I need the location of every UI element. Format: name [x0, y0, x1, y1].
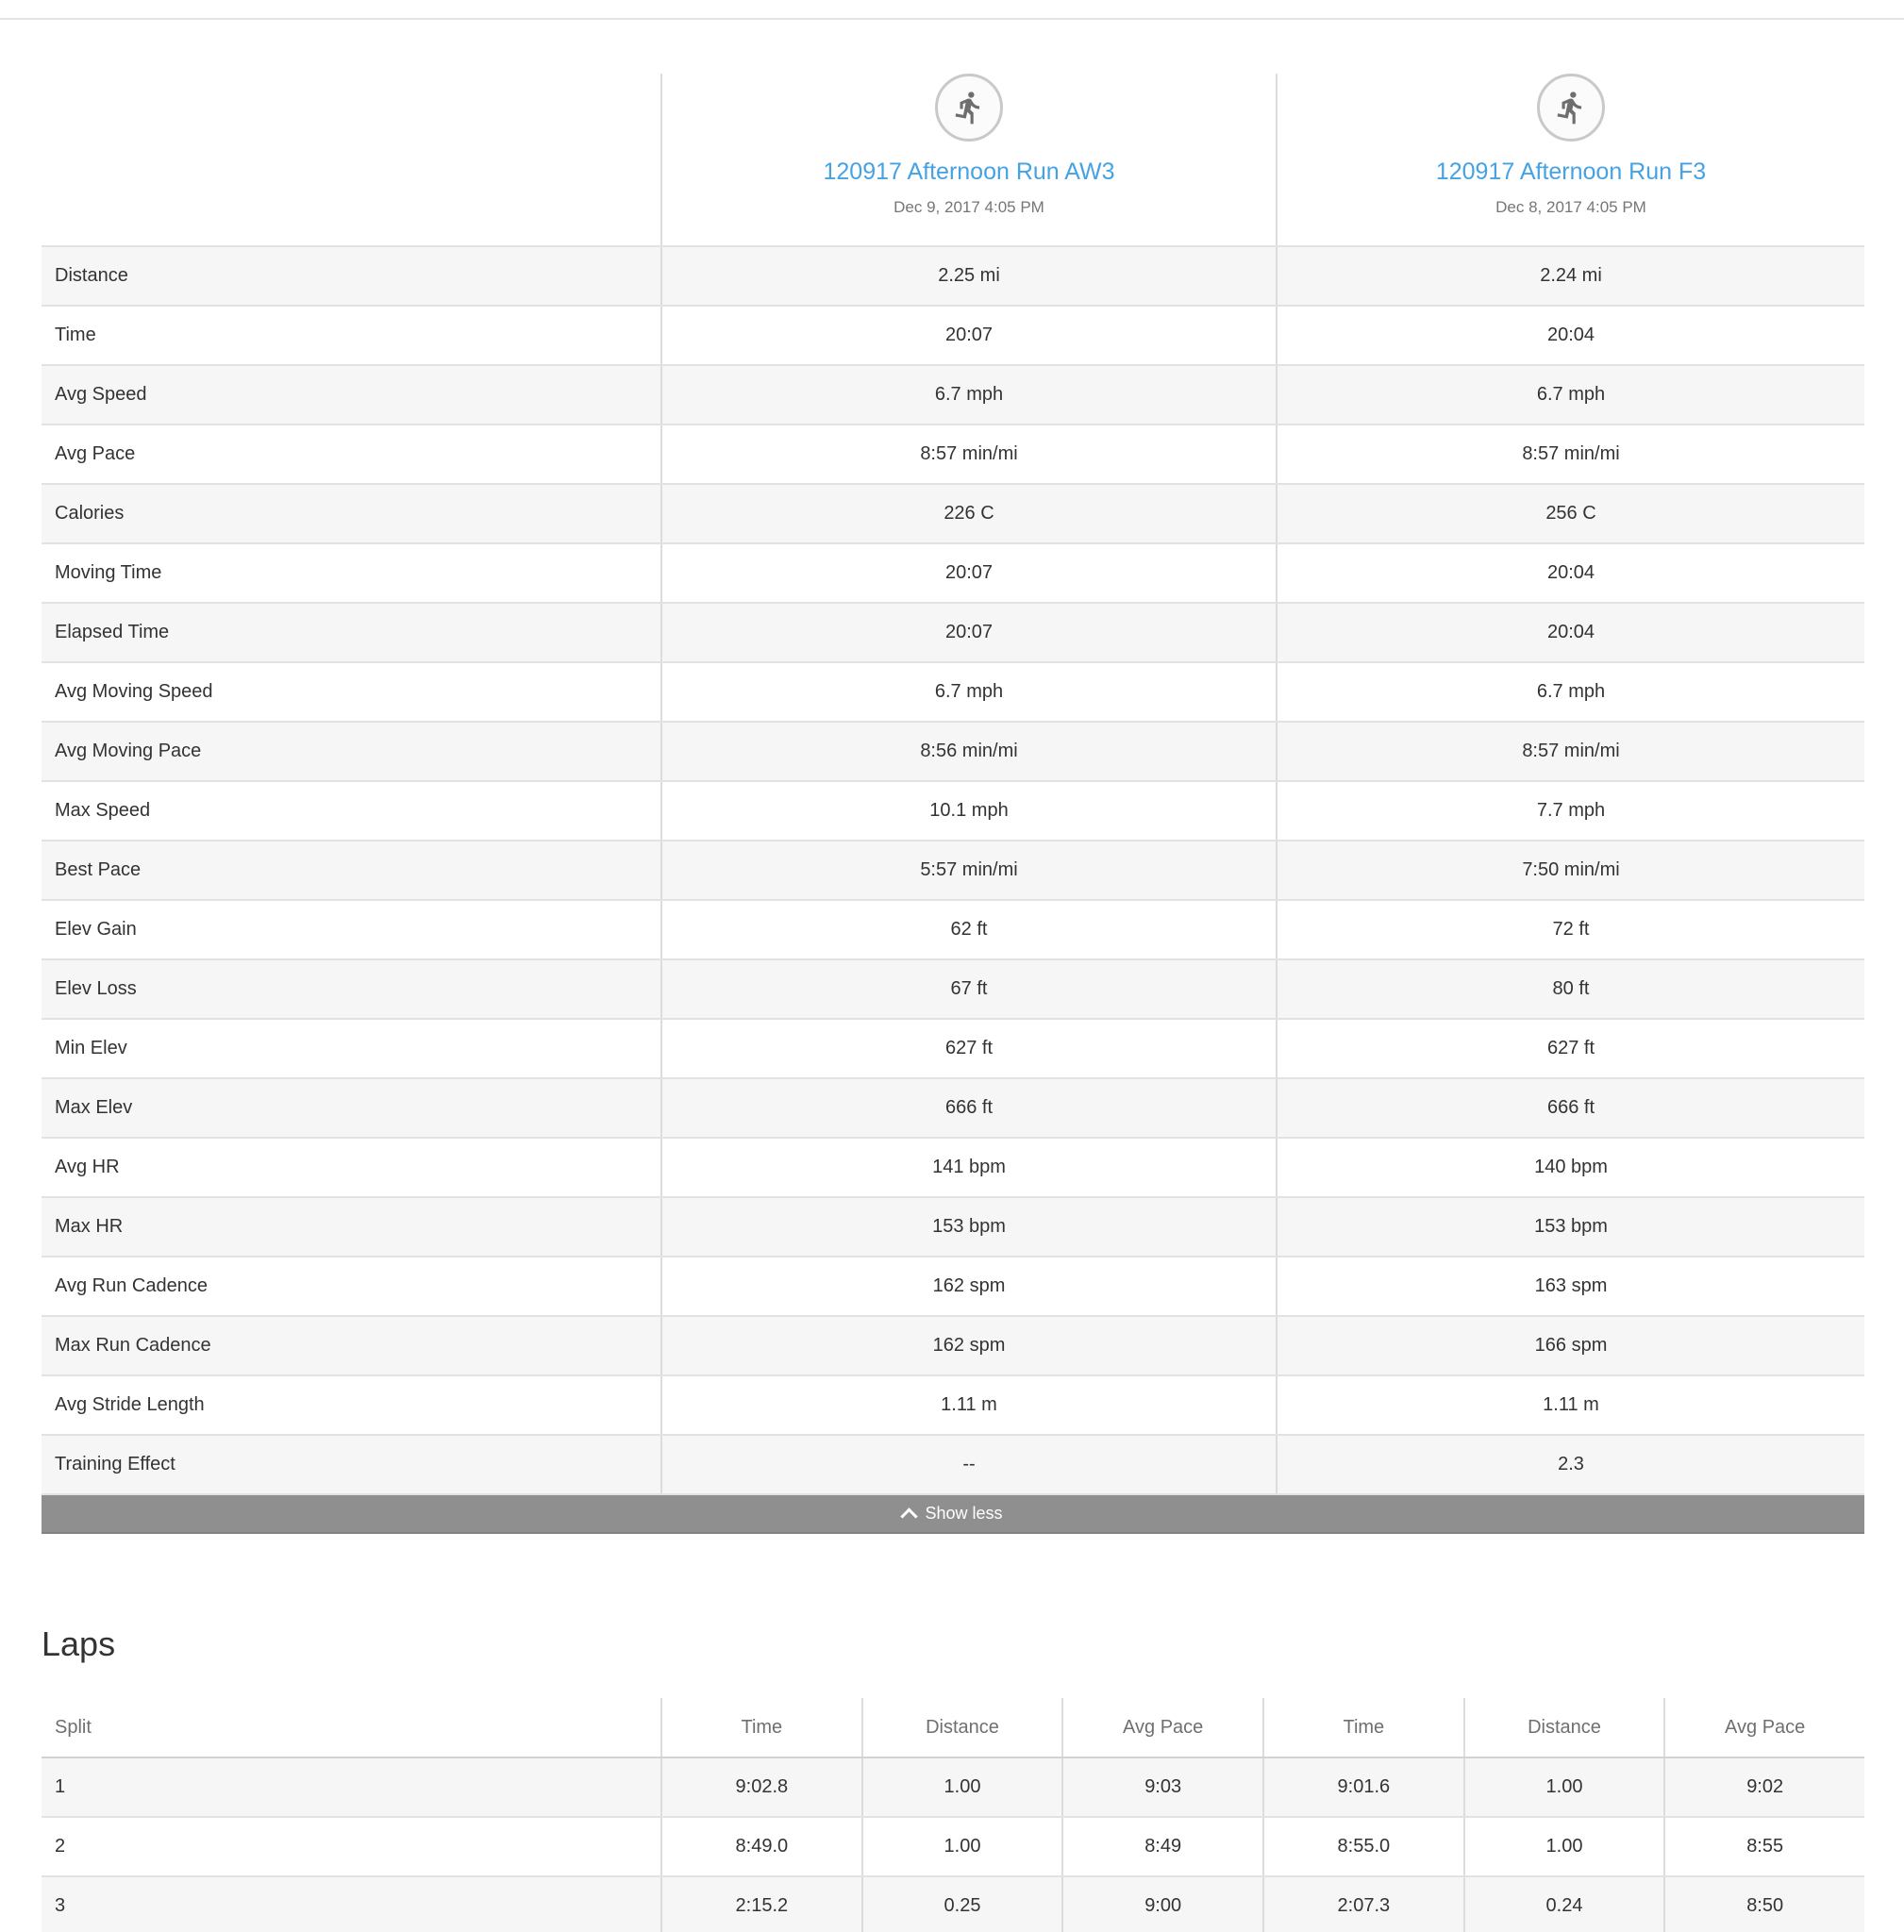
laps-col-split: Split	[55, 1716, 92, 1738]
stat-label: Calories	[55, 503, 125, 524]
laps-header-row	[42, 1698, 1864, 1758]
content-container	[42, 20, 1864, 1932]
stat-value-a: 666 ft	[660, 1079, 1276, 1137]
stat-value-b: 8:57 min/mi	[1276, 723, 1864, 780]
lap-time-2: 9:01.6	[1262, 1758, 1463, 1816]
stat-row	[42, 1018, 1864, 1077]
lap-distance-2: 0.24	[1463, 1877, 1664, 1932]
stat-value-b: 1.11 m	[1276, 1376, 1864, 1434]
stat-label: Time	[55, 325, 96, 345]
stat-row	[42, 424, 1864, 483]
laps-col-distance-2: Distance	[1463, 1698, 1664, 1757]
lap-split: 2	[55, 1836, 66, 1857]
stat-row	[42, 1374, 1864, 1434]
stat-row	[42, 721, 1864, 780]
stat-label: Elev Gain	[55, 919, 137, 940]
stat-label: Avg Speed	[55, 384, 147, 405]
stat-row	[42, 1256, 1864, 1315]
stat-value-a: 67 ft	[660, 960, 1276, 1018]
stat-value-b: 163 spm	[1276, 1257, 1864, 1315]
stat-row	[42, 1315, 1864, 1374]
laps-col-time-1: Time	[660, 1698, 861, 1757]
activity-date: Dec 8, 2017 4:05 PM	[1495, 198, 1646, 216]
stat-row	[42, 780, 1864, 840]
lap-distance-1: 1.00	[861, 1818, 1062, 1875]
stat-value-b: 7.7 mph	[1276, 782, 1864, 840]
stat-row	[42, 840, 1864, 899]
stat-value-b: 140 bpm	[1276, 1139, 1864, 1196]
stat-value-b: 153 bpm	[1276, 1198, 1864, 1256]
stat-row	[42, 958, 1864, 1018]
stat-value-b: 256 C	[1276, 485, 1864, 542]
stat-label: Elapsed Time	[55, 622, 170, 642]
stat-row	[42, 661, 1864, 721]
lap-time-2: 2:07.3	[1262, 1877, 1463, 1932]
stat-value-a: 153 bpm	[660, 1198, 1276, 1256]
stat-row	[42, 483, 1864, 542]
lap-time-2: 8:55.0	[1262, 1818, 1463, 1875]
stat-value-b: 80 ft	[1276, 960, 1864, 1018]
stat-value-b: 20:04	[1276, 604, 1864, 661]
lap-avgpace-1: 8:49	[1061, 1818, 1262, 1875]
stat-row	[42, 245, 1864, 305]
stat-value-b: 72 ft	[1276, 901, 1864, 958]
stat-value-a: 1.11 m	[660, 1376, 1276, 1434]
laps-col-avgpace-2: Avg Pace	[1663, 1698, 1864, 1757]
stat-value-a: 627 ft	[660, 1020, 1276, 1077]
stat-label: Max Speed	[55, 800, 151, 821]
activity-title-link[interactable]: 120917 Afternoon Run AW3	[823, 158, 1115, 185]
stat-row	[42, 899, 1864, 958]
stat-value-a: 6.7 mph	[660, 663, 1276, 721]
stat-value-b: 2.24 mi	[1276, 247, 1864, 305]
stat-label: Training Effect	[55, 1454, 175, 1474]
stat-value-b: 666 ft	[1276, 1079, 1864, 1137]
stat-value-a: 162 spm	[660, 1317, 1276, 1374]
stat-label: Best Pace	[55, 859, 142, 880]
lap-distance-1: 0.25	[861, 1877, 1062, 1932]
lap-avgpace-1: 9:03	[1061, 1758, 1262, 1816]
stat-label: Avg Moving Pace	[55, 741, 202, 761]
lap-time-1: 8:49.0	[660, 1818, 861, 1875]
show-less-button[interactable]	[42, 1495, 1864, 1534]
stat-value-b: 7:50 min/mi	[1276, 841, 1864, 899]
stat-value-a: --	[660, 1436, 1276, 1493]
activity-header-1	[660, 74, 1276, 245]
stat-value-b: 6.7 mph	[1276, 663, 1864, 721]
lap-distance-2: 1.00	[1463, 1758, 1664, 1816]
lap-distance-2: 1.00	[1463, 1818, 1664, 1875]
lap-avgpace-2: 9:02	[1663, 1758, 1864, 1816]
stat-value-a: 20:07	[660, 307, 1276, 364]
stat-value-a: 8:57 min/mi	[660, 425, 1276, 483]
running-icon	[1553, 90, 1589, 125]
stat-label: Avg Moving Speed	[55, 681, 213, 702]
lap-row	[42, 1818, 1864, 1877]
laps-col-distance-1: Distance	[861, 1698, 1062, 1757]
lap-avgpace-2: 8:55	[1663, 1818, 1864, 1875]
show-less-label: Show less	[925, 1504, 1003, 1523]
stat-label: Avg HR	[55, 1157, 120, 1177]
laps-col-avgpace-1: Avg Pace	[1061, 1698, 1262, 1757]
stat-row	[42, 1196, 1864, 1256]
stat-value-a: 141 bpm	[660, 1139, 1276, 1196]
stat-label: Elev Loss	[55, 978, 137, 999]
lap-time-1: 9:02.8	[660, 1758, 861, 1816]
running-icon	[951, 90, 987, 125]
lap-row	[42, 1758, 1864, 1818]
stat-label: Max Run Cadence	[55, 1335, 211, 1356]
chevron-up-icon	[901, 1507, 918, 1524]
stat-label: Avg Stride Length	[55, 1394, 205, 1415]
activity-header-2	[1276, 74, 1864, 245]
stat-label: Avg Run Cadence	[55, 1275, 208, 1296]
header-label-spacer	[42, 74, 660, 245]
stat-value-a: 6.7 mph	[660, 366, 1276, 424]
stat-row	[42, 305, 1864, 364]
stat-value-b: 6.7 mph	[1276, 366, 1864, 424]
stat-row	[42, 1077, 1864, 1137]
stat-value-b: 627 ft	[1276, 1020, 1864, 1077]
activity-avatar	[935, 74, 1003, 142]
stat-value-a: 62 ft	[660, 901, 1276, 958]
stat-label: Max HR	[55, 1216, 124, 1237]
stat-value-a: 10.1 mph	[660, 782, 1276, 840]
stat-value-b: 20:04	[1276, 307, 1864, 364]
stat-label: Moving Time	[55, 562, 162, 583]
laps-col-time-2: Time	[1262, 1698, 1463, 1757]
activity-date: Dec 9, 2017 4:05 PM	[894, 198, 1044, 216]
laps-body	[42, 1758, 1864, 1932]
stat-value-a: 162 spm	[660, 1257, 1276, 1315]
lap-split: 1	[55, 1776, 66, 1797]
laps-heading: Laps	[42, 1624, 116, 1663]
activity-title-link[interactable]: 120917 Afternoon Run F3	[1435, 158, 1707, 185]
lap-avgpace-2: 8:50	[1663, 1877, 1864, 1932]
stat-label: Avg Pace	[55, 443, 136, 464]
stat-row	[42, 542, 1864, 602]
stat-row	[42, 364, 1864, 424]
stat-value-a: 20:07	[660, 604, 1276, 661]
stat-value-b: 20:04	[1276, 544, 1864, 602]
stat-value-b: 166 spm	[1276, 1317, 1864, 1374]
activity-avatar	[1537, 74, 1605, 142]
lap-split: 3	[55, 1895, 66, 1916]
stat-value-a: 5:57 min/mi	[660, 841, 1276, 899]
stat-value-a: 2.25 mi	[660, 247, 1276, 305]
stat-row	[42, 1434, 1864, 1495]
lap-avgpace-1: 9:00	[1061, 1877, 1262, 1932]
laps-table	[42, 1698, 1864, 1932]
stat-row	[42, 602, 1864, 661]
stat-value-a: 8:56 min/mi	[660, 723, 1276, 780]
stat-row	[42, 1137, 1864, 1196]
stat-label: Distance	[55, 265, 128, 286]
stat-value-a: 20:07	[660, 544, 1276, 602]
lap-time-1: 2:15.2	[660, 1877, 861, 1932]
stat-value-a: 226 C	[660, 485, 1276, 542]
stat-label: Min Elev	[55, 1038, 127, 1058]
lap-distance-1: 1.00	[861, 1758, 1062, 1816]
stat-label: Max Elev	[55, 1097, 133, 1118]
stat-value-b: 2.3	[1276, 1436, 1864, 1493]
stat-value-b: 8:57 min/mi	[1276, 425, 1864, 483]
lap-row	[42, 1877, 1864, 1932]
comparison-header	[42, 74, 1864, 245]
stats-table	[42, 245, 1864, 1495]
